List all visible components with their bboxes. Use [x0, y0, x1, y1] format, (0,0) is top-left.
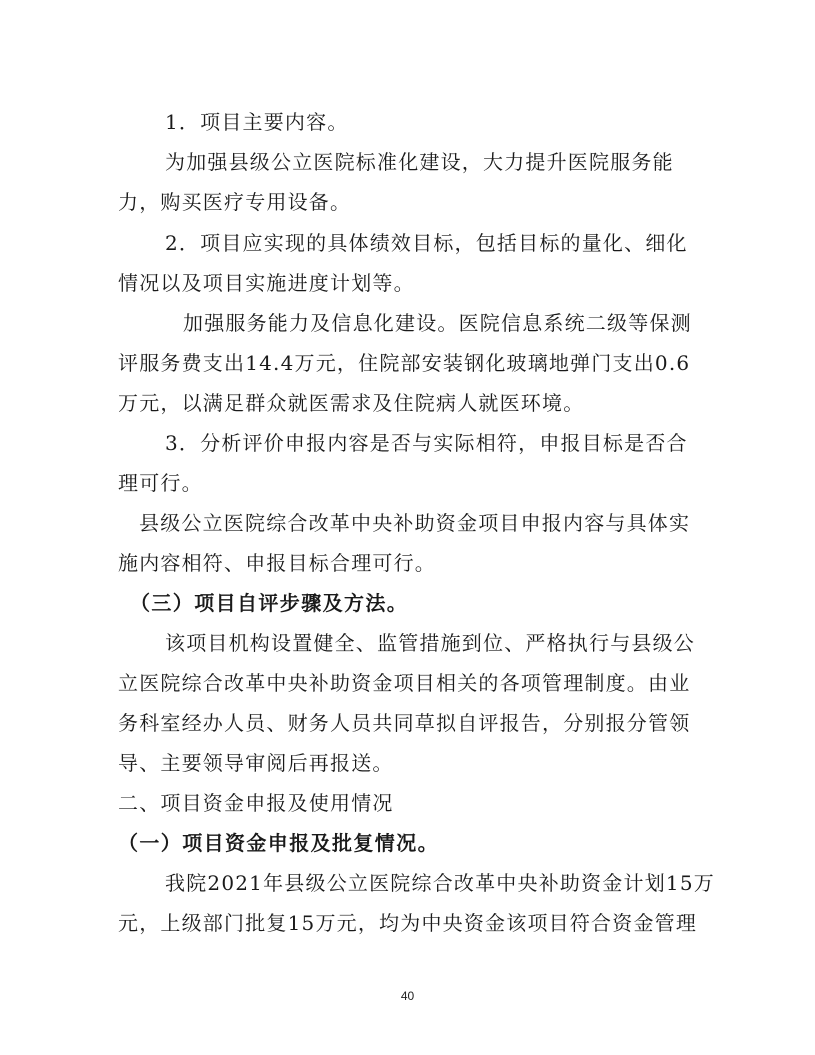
item-1-title: 1．项目主要内容。 [165, 110, 349, 134]
paragraph-line: 为加强县级公立医院标准化建设，大力提升医院服务能 [165, 150, 674, 174]
paragraph-line: 元，上级部门批复15万元，均为中央资金该项目符合资金管理 [118, 911, 698, 935]
paragraph-line: 立医院综合改革中央补助资金项目相关的各项管理制度。由业 [118, 671, 691, 695]
paragraph-line: 务科室经办人员、财务人员共同草拟自评报告，分别报分管领 [118, 711, 691, 735]
section-heading-1: （一）项目资金申报及批复情况。 [118, 831, 439, 855]
paragraph-line: 施内容相符、申报目标合理可行。 [118, 551, 436, 575]
page-number: 40 [400, 989, 415, 1003]
item-2-title: 2．项目应实现的具体绩效目标，包括目标的量化、细化 [165, 231, 688, 255]
paragraph-line: 评服务费支出14.4万元，住院部安装钢化玻璃地弹门支出0.6 [118, 351, 691, 375]
section-heading-3: （三）项目自评步骤及方法。 [130, 591, 409, 615]
paragraph-line: 理可行。 [118, 471, 203, 495]
paragraph-line: 力，购买医疗专用设备。 [118, 190, 352, 214]
paragraph-line: 万元，以满足群众就医需求及住院病人就医环境。 [118, 391, 585, 415]
paragraph-line: 该项目机构设置健全、监管措施到位、严格执行与县级公 [165, 631, 695, 655]
paragraph-line: 加强服务能力及信息化建设。医院信息系统二级等保测 [183, 311, 692, 335]
item-3-title: 3．分析评价申报内容是否与实际相符，申报目标是否合 [165, 431, 688, 455]
paragraph-line: 我院2021年县级公立医院综合改革中央补助资金计划15万 [165, 871, 715, 895]
chapter-heading-2: 二、项目资金申报及使用情况 [118, 791, 394, 815]
paragraph-line: 导、主要领导审阅后再报送。 [118, 751, 394, 775]
paragraph-line: 情况以及项目实施进度计划等。 [118, 271, 415, 295]
paragraph-line: 县级公立医院综合改革中央补助资金项目申报内容与具体实 [139, 511, 691, 535]
